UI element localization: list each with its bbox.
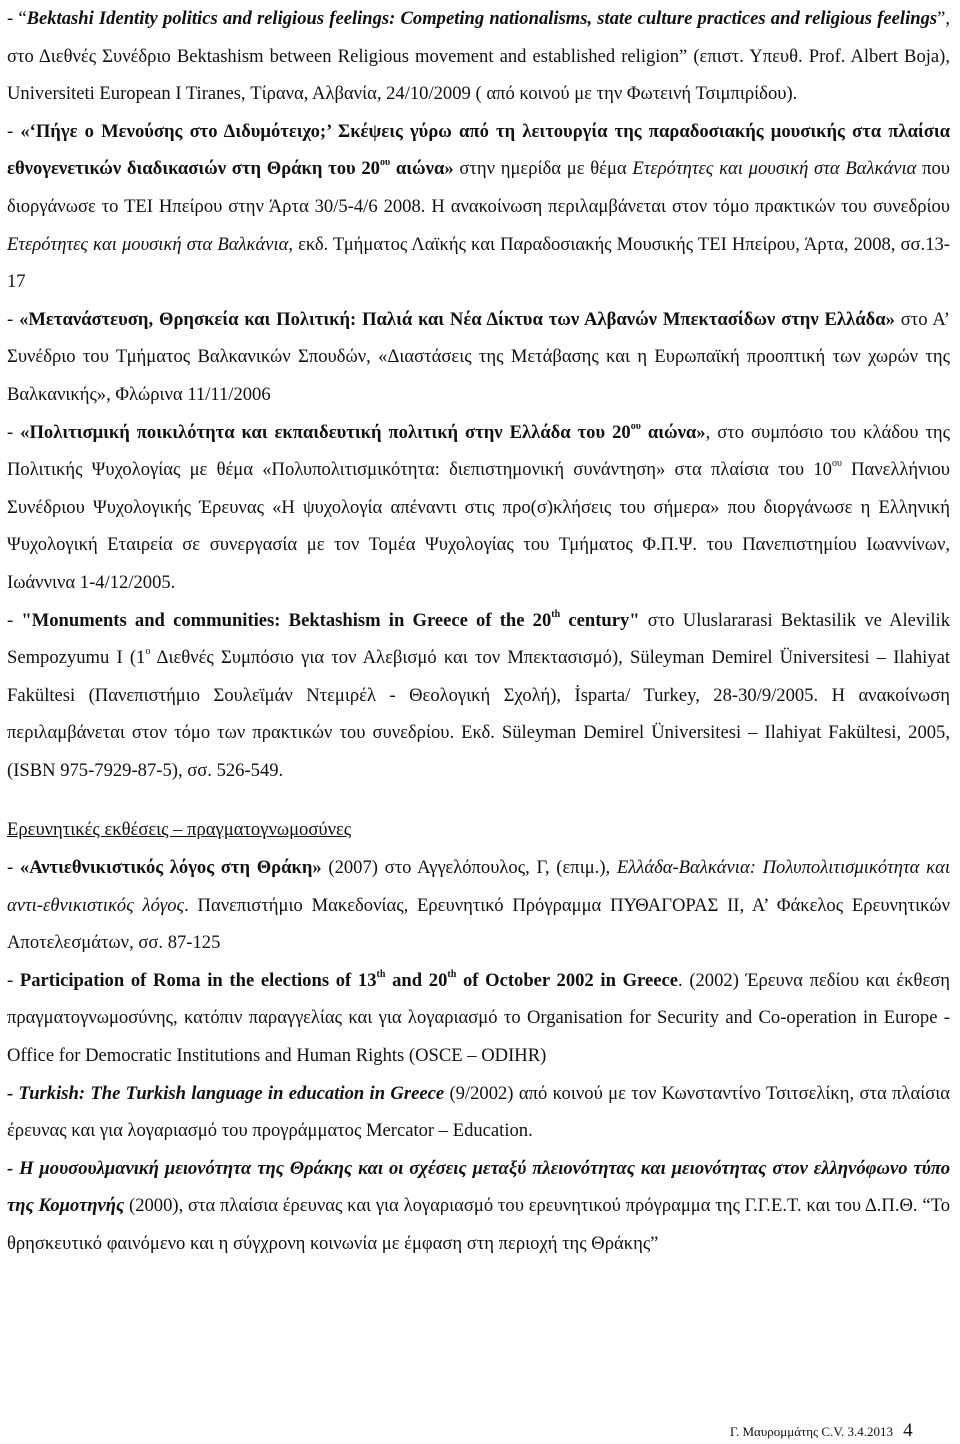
document-page [7,0,950,1263]
entry-details: στην ημερίδα με θέμα [453,158,633,180]
entry-details: . (2002) Έρευνα πεδίου και έκθεση πραγματογνωμοσύνης, κατόπιν παραγγελίας και για λογαριασμό το Organisation for Security and Co-operation in Europe - Office for Democratic Institutions and Human Rights (OSCE – ODIHR) [7,969,951,1067]
report-entry-muslim-minority-thrace [7,1150,950,1263]
ordinal-superscript: ου [379,157,391,169]
entry-title: "Monuments and communities: Bektashism in Greece of the 20 [21,609,552,631]
conference-entry-cultural-diversity [7,414,950,602]
entry-details-end: . Πανεπιστήμιο Μακεδονίας, Ερευνητικό Πρόγραμμα ΠΥΘΑΓΟΡΑΣ ΙΙ, Α’ Φάκελος Ερευνητικών Αποτελεσμάτων, σσ. 87-125 [7,894,950,954]
entry-prefix: - [7,120,21,142]
ordinal-superscript: ου [831,458,842,470]
entry-title: «Πολιτισμική ποικιλότητα και εκπαιδευτική πολιτική στην Ελλάδα του 20 [20,421,631,443]
ordinal-superscript: th [551,608,561,620]
entry-details: (2000), στα πλαίσια έρευνας και για λογαριασμό του ερευνητικού πρόγραμμα της Γ.Γ.Ε.Τ. και του Δ.Π.Θ. “Το θρησκευτικό φαινόμενο και η σύγχρονη κοινωνία με έμφαση στη περιοχή της Θράκης” [7,1195,950,1254]
entry-title: «‘Πήγε ο Μενούσης στο Διδυμότειχο;’ Σκέψεις γύρω από τη λειτουργία της παραδοσιακής μουσικής στα πλαίσια εθνογενετικών διαδικασιών στη Θράκη του 20 [7,120,950,180]
entry-prefix: - “ [7,8,27,29]
entry-title: - Η μουσουλμανική μειονότητα της Θράκης και οι σχέσεις μεταξύ πλειονότητας και μειονότητας στον ελληνόφωνο τύπο της Κομοτηνής [7,1157,950,1217]
conference-entry-menousis [7,113,950,301]
entry-details: (9/2002) από κοινού με τον Κωνσταντίνο Τσιτσελίκη, στα πλαίσια έρευνας και για λογαριασμό του προγράμματος Mercator – Education. [7,1082,951,1142]
entry-title: Participation of Roma in the elections of 13 [19,969,377,991]
entry-details-end: Πανελλήνιου Συνέδριου Ψυχολογικής Έρευνας «Η ψυχολογία απέναντι στις προ(σ)κλήσεις του σήμερα» που διοργάνωσε η Ελληνική Ψυχολογική Εταιρεία σε συνεργασία με τον Τομέα Ψυχολογίας του Τμήματος Φ.Π.Ψ. του Πανεπιστημίου Ιωαννίνων, Ιωάννινα 1-4/12/2005. [7,459,950,593]
entry-title: Bektashi Identity politics and religious feelings: Competing nationalisms, state culture practices and religious feelings [26,8,938,29]
entry-title-end: century" [560,609,640,631]
section-heading-research-reports [7,811,950,849]
ordinal-superscript: th [447,968,457,980]
conference-entry-migration-religion [7,301,950,414]
ordinal-superscript: th [376,968,386,980]
entry-book-title: Ελλάδα-Βαλκάνια: Πολυπολιτισμικότητα και αντι-εθνικιστικός λόγος [7,857,950,916]
ordinal-superscript: ου [630,420,641,432]
page-footer [730,1420,960,1442]
entry-title: - Turkish: The Turkish language in education in Greece [7,1082,445,1104]
entry-title-end: αιώνα» [640,421,706,443]
entry-prefix: - [7,308,20,330]
entry-title-end: αιώνα» [390,158,454,180]
entry-details-cont: που διοργάνωσε το ΤΕΙ Ηπείρου στην Άρτα 30/5-4/6 2008. Η ανακοίνωση περιλαμβάνεται στον τόμο πρακτικών του συνεδρίου [7,158,951,217]
page-number: 4 [903,1420,913,1441]
entry-details-end: Διεθνές Συμπόσιο για τον Αλεβισμό και τον Μπεκτασισμό), Süleyman Demirel Üniversitesi – Ilahiyat Fakültesi (Πανεπιστήμιο Σουλεϊμάν Ντεμιρέλ - Θεολογική Σχολή), İsparta/ Turkey, 28-30/9/2005. Η ανακοίνωση περιλαμβάνεται στον τόμο των πρακτικών του συνεδρίου. Εκδ. Süleyman Demirel Üniversitesi – Ilahiyat Fakültesi, 2005, (ISBN 975-7929-87-5), σσ. 526-549. [7,647,951,781]
entry-volume-title: Ετερότητες και μουσική στα Βαλκάνια [7,233,289,255]
ordinal-superscript: ο [145,646,151,658]
entry-details: ”, στο Διεθνές Συνέδριο Bektashism between Religious movement and established religion” (επιστ. Υπευθ. Prof. Albert Boja), Universiteti European I Tiranes, Τίρανα, Αλβανία, 24/10/2009 ( από κοινού με την Φωτεινή Τσιμπιρίδου). [7,8,951,105]
conference-entry-monuments-communities [7,602,950,790]
entry-prefix: - [7,857,20,879]
entry-title-end: of October 2002 in Greece [456,969,678,991]
entry-details: στο Α’ Συνέδριο του Τμήματος Βαλκανικών Σπουδών, «Διαστάσεις της Μετάβασης και η Ευρωπαϊκή προοπτική των χωρών της Βαλκανικής», Φλώρινα 11/11/2006 [7,308,950,405]
report-entry-roma-elections [7,962,950,1075]
entry-details-end: , εκδ. Τμήματος Λαϊκής και Παραδοσιακής Μουσικής ΤΕΙ Ηπείρου, Άρτα, 2008, σσ.13-17 [7,233,950,293]
report-entry-turkish-language [7,1075,950,1150]
entry-title: «Μετανάστευση, Θρησκεία και Πολιτική: Παλιά και Νέα Δίκτυα των Αλβανών Μπεκτασίδων στην Ελλάδα» [19,308,895,330]
entry-details: (2007) στο Αγγελόπουλος, Γ, (επιμ.), [321,857,617,879]
footer-author-cv-date: Γ. Μαυρομμάτης C.V. 3.4.2013 [730,1424,894,1439]
entry-details: , στο συμπόσιο του κλάδου της Πολιτικής Ψυχολογίας με θέμα «Πολυπολιτισμικότητα: διεπιστημονική συνάντηση» στα πλαίσια του 10 [7,421,951,481]
entry-prefix: - [7,421,21,443]
conference-entry-bektashi-identity [7,0,950,113]
entry-prefix: - [7,969,20,991]
entry-event-title: Ετερότητες και μουσική στα Βαλκάνια [632,158,917,180]
section-heading-text: Ερευνητικές εκθέσεις – πραγματογνωμοσύνες [7,819,352,841]
entry-title-mid: and 20 [385,969,448,991]
entry-prefix: - [7,609,22,631]
entry-title: «Αντιεθνικιστικός λόγος στη Θράκη» [19,857,322,879]
entry-details: στο Uluslararasi Bektasilik ve Alevilik Sempozyumu I (1 [7,609,951,669]
report-entry-antinationalist-discourse [7,849,950,962]
